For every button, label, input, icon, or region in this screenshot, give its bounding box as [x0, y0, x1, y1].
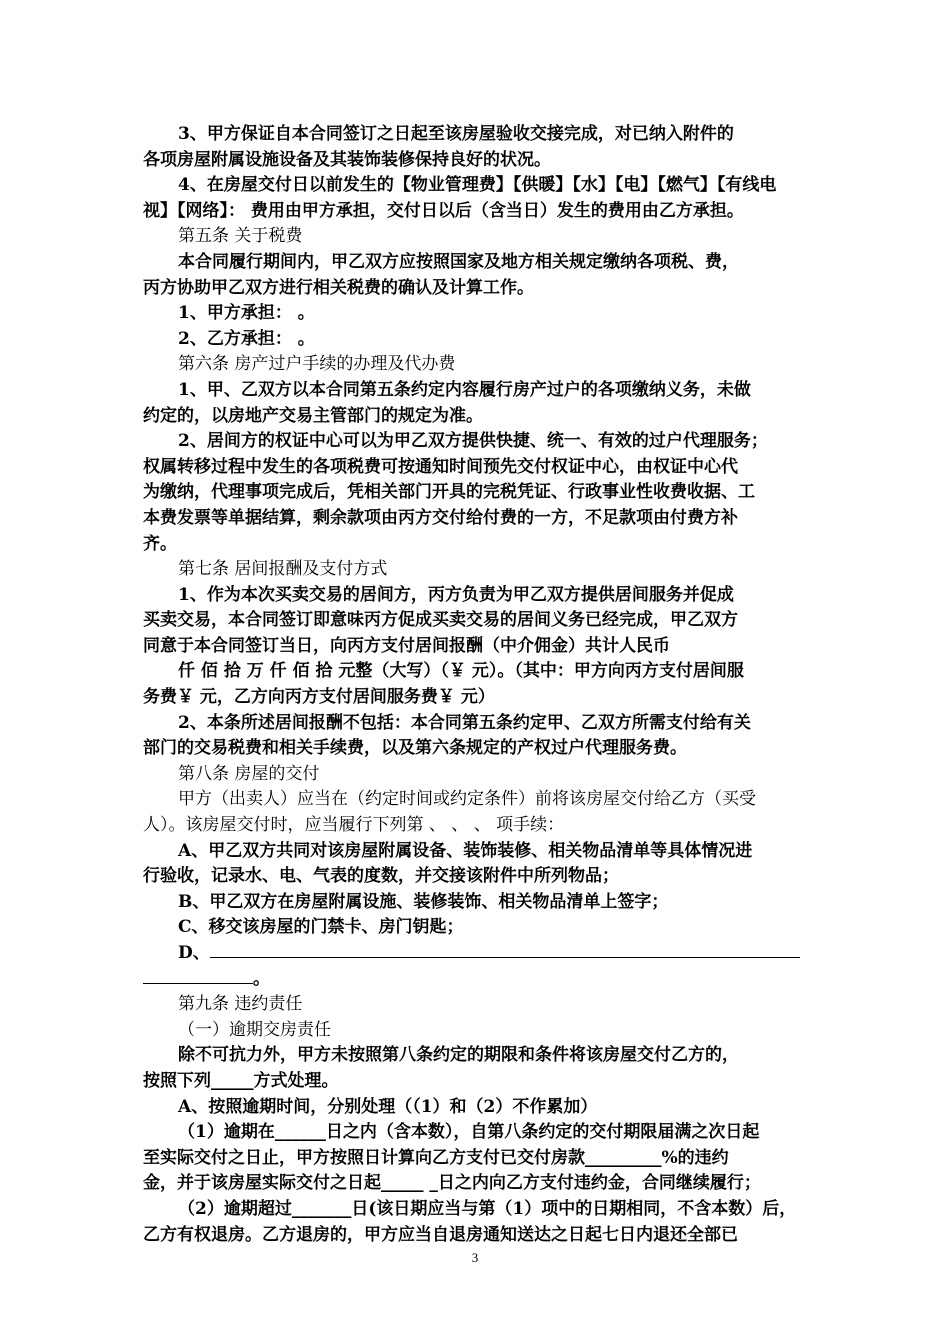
- text-line: 买卖交易，本合同签订即意味丙方促成买卖交易的居间义务已经完成，甲乙双方: [143, 610, 738, 631]
- text-line: 第五条 关于税费: [178, 226, 303, 247]
- page-number: 3: [471, 1250, 479, 1265]
- text-line: 同意于本合同签订当日，向丙方支付居间报酬（中介佣金）共计人民币: [143, 635, 670, 656]
- text-line: 人）。该房屋交付时，应当履行下列第 、 、 、 项手续：: [143, 815, 565, 836]
- text-line: B、甲乙双方在房屋附属设施、装修装饰、相关物品清单上签字；: [178, 891, 669, 912]
- text-line: 视】【网络】： 费用由甲方承担，交付日以后（含当日）发生的费用由乙方承担。: [143, 200, 744, 221]
- text-line: （一）逾期交房责任: [178, 1019, 331, 1040]
- text-line: 3、甲方保证自本合同签订之日起至该房屋验收交接完成，对已纳入附件的: [178, 124, 734, 144]
- text-line: （2）逾期超过_______日(该日期应当与第（1）项中的日期相同，不含本数）后，: [178, 1198, 797, 1219]
- text-line: 至实际交付之日止，甲方按照日计算向乙方支付已交付房款_________%的违约: [143, 1147, 729, 1168]
- line-text: 。: [253, 968, 270, 989]
- text-line: 2、本条所述居间报酬不包括：本合同第五条约定甲、乙双方所需支付给有关: [178, 712, 751, 733]
- text-line: 齐。: [143, 533, 177, 554]
- text-line: 按照下列_____方式处理。: [143, 1070, 339, 1091]
- text-line: 4、在房屋交付日以前发生的【物业管理费】【供暖】【水】【电】【燃气】【有线电: [178, 175, 777, 196]
- text-line: 部门的交易税费和相关手续费，以及第六条规定的产权过户代理服务费。: [143, 738, 687, 759]
- line-text: D、: [178, 943, 210, 963]
- text-line: 乙方有权退房。乙方退房的，甲方应当自退房通知送达之日起七日内退还全部已: [143, 1224, 738, 1245]
- text-line: 第八条 房屋的交付: [178, 763, 320, 784]
- text-line: 行验收，记录水、电、气表的度数，并交接该附件中所列物品；: [143, 866, 619, 887]
- text-line: 各项房屋附属设施设备及其装饰装修保持良好的状况。: [143, 149, 551, 170]
- text-line: A、按照逾期时间，分别处理（（1）和（2）不作累加）: [178, 1096, 598, 1117]
- text-line: 1、甲、乙双方以本合同第五条约定内容履行房产过户的各项缴纳义务，未做: [178, 379, 751, 400]
- text-line: 金，并于该房屋实际交付之日起_____ _日之内向乙方支付违约金，合同继续履行；: [143, 1173, 761, 1194]
- text-line: 约定的，以房地产交易主管部门的规定为准。: [143, 405, 483, 426]
- text-line: 仟 佰 拾 万 仟 佰 拾 元整（大写）（￥ 元）。（其中：甲方向丙方支付居间服: [178, 661, 744, 682]
- text-line: [143, 967, 813, 993]
- text-line: 甲方（出卖人）应当在（约定时间或约定条件）前将该房屋交付给乙方（买受: [178, 789, 756, 810]
- text-line: 第九条 违约责任: [178, 994, 303, 1015]
- text-line: A、甲乙双方共同对该房屋附属设备、装饰装修、相关物品清单等具体情况进: [178, 840, 753, 861]
- text-line: 本费发票等单据结算，剩余款项由丙方交付给付费的一方，不足款项由付费方补: [143, 507, 738, 528]
- text-line: C、移交该房屋的门禁卡、房门钥匙；: [178, 917, 464, 938]
- text-line: 权属转移过程中发生的各项税费可按通知时间预先交付权证中心，由权证中心代: [143, 456, 738, 477]
- text-line: 1、甲方承担： 。: [178, 303, 315, 324]
- text-line: 为缴纳，代理事项完成后，凭相关部门开具的完税凭证、行政事业性收费收据、工: [143, 482, 755, 503]
- text-line: 除不可抗力外，甲方未按照第八条约定的期限和条件将该房屋交付乙方的，: [178, 1045, 739, 1066]
- text-line: 丙方协助甲乙双方进行相关税费的确认及计算工作。: [143, 277, 534, 298]
- document-body: [143, 122, 813, 1248]
- text-line: 第六条 房产过户手续的办理及代办费: [178, 354, 456, 375]
- text-line: 第七条 居间报酬及支付方式: [178, 559, 388, 580]
- text-line: （1）逾期在______日之内（含本数），自第八条约定的交付期限届满之次日起: [178, 1122, 760, 1143]
- fill-in-blank: [210, 941, 800, 958]
- text-line: 2、居间方的权证中心可以为甲乙双方提供快捷、统一、有效的过户代理服务；: [178, 431, 768, 452]
- text-line: 1、作为本次买卖交易的居间方，丙方负责为甲乙双方提供居间服务并促成: [178, 584, 734, 605]
- text-line: 2、乙方承担： 。: [178, 328, 315, 349]
- fill-in-blank: [143, 967, 253, 984]
- text-line: 本合同履行期间内，甲乙双方应按照国家及地方相关规定缴纳各项税、费，: [178, 251, 739, 272]
- text-line: [143, 941, 813, 967]
- text-line: 务费￥ 元，乙方向丙方支付居间服务费￥ 元）: [143, 687, 495, 708]
